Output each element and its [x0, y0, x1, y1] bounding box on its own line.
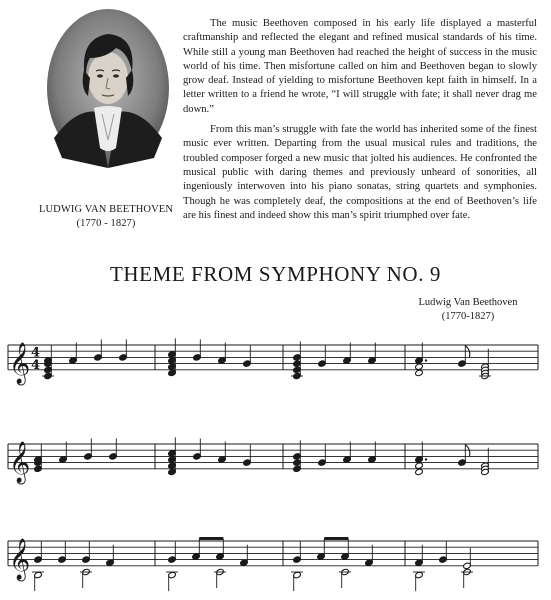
composer-name: Ludwig Van Beethoven — [418, 297, 518, 308]
caption-name: LUDWIG VAN BEETHOVEN — [38, 204, 173, 215]
treble-clef-icon: 𝄞 — [9, 441, 31, 483]
augmentation-dot — [425, 458, 427, 460]
composer-dates: (1770-1827) — [441, 311, 495, 322]
bio-paragraph-1: The music Beethoven composed in his early life displayed a masterful craftmanship and reflected the elegant and refined musical standards of his time. While still a young man Beethoven had reached the height of success in the music world of his time. Then misfortune called on him and Beethoven began to slowly grow deaf. Instead of yielding to misfortune Beethoven kept faith in himself. In a letter written to a friend he wrote, “I will struggle with fate; it shall never drag me down.” — [183, 18, 537, 115]
piece-title: THEME FROM SYMPHONY NO. 9 — [109, 262, 441, 286]
augmentation-dot — [425, 359, 427, 361]
note-head — [415, 363, 424, 370]
treble-clef-icon: 𝄞 — [9, 538, 31, 580]
note-head — [415, 369, 424, 376]
note-head — [415, 462, 424, 469]
time-signature-top: 4 — [31, 345, 41, 361]
note-head — [415, 468, 424, 475]
caption-dates: (1770 - 1827) — [76, 218, 136, 229]
treble-clef-icon: 𝄞 — [9, 342, 31, 384]
bio-paragraph-2: From this man’s struggle with fate the world has inherited some of the finest music ever written. Departing from the usual musical rules and traditions, the troubled composer forged a new music that jolted his audiences. He confronted the musical public with daring themes and previously unheard of sonorities, all ingeniously interwoven into his piano sonatas, string quartets and symphonies. Though he was completely deaf, the compositions at the end of Beethoven’s life are his finest and indeed show this man’s spirit triumphed over fate. — [183, 124, 537, 221]
time-signature-bottom: 4 — [31, 357, 41, 373]
